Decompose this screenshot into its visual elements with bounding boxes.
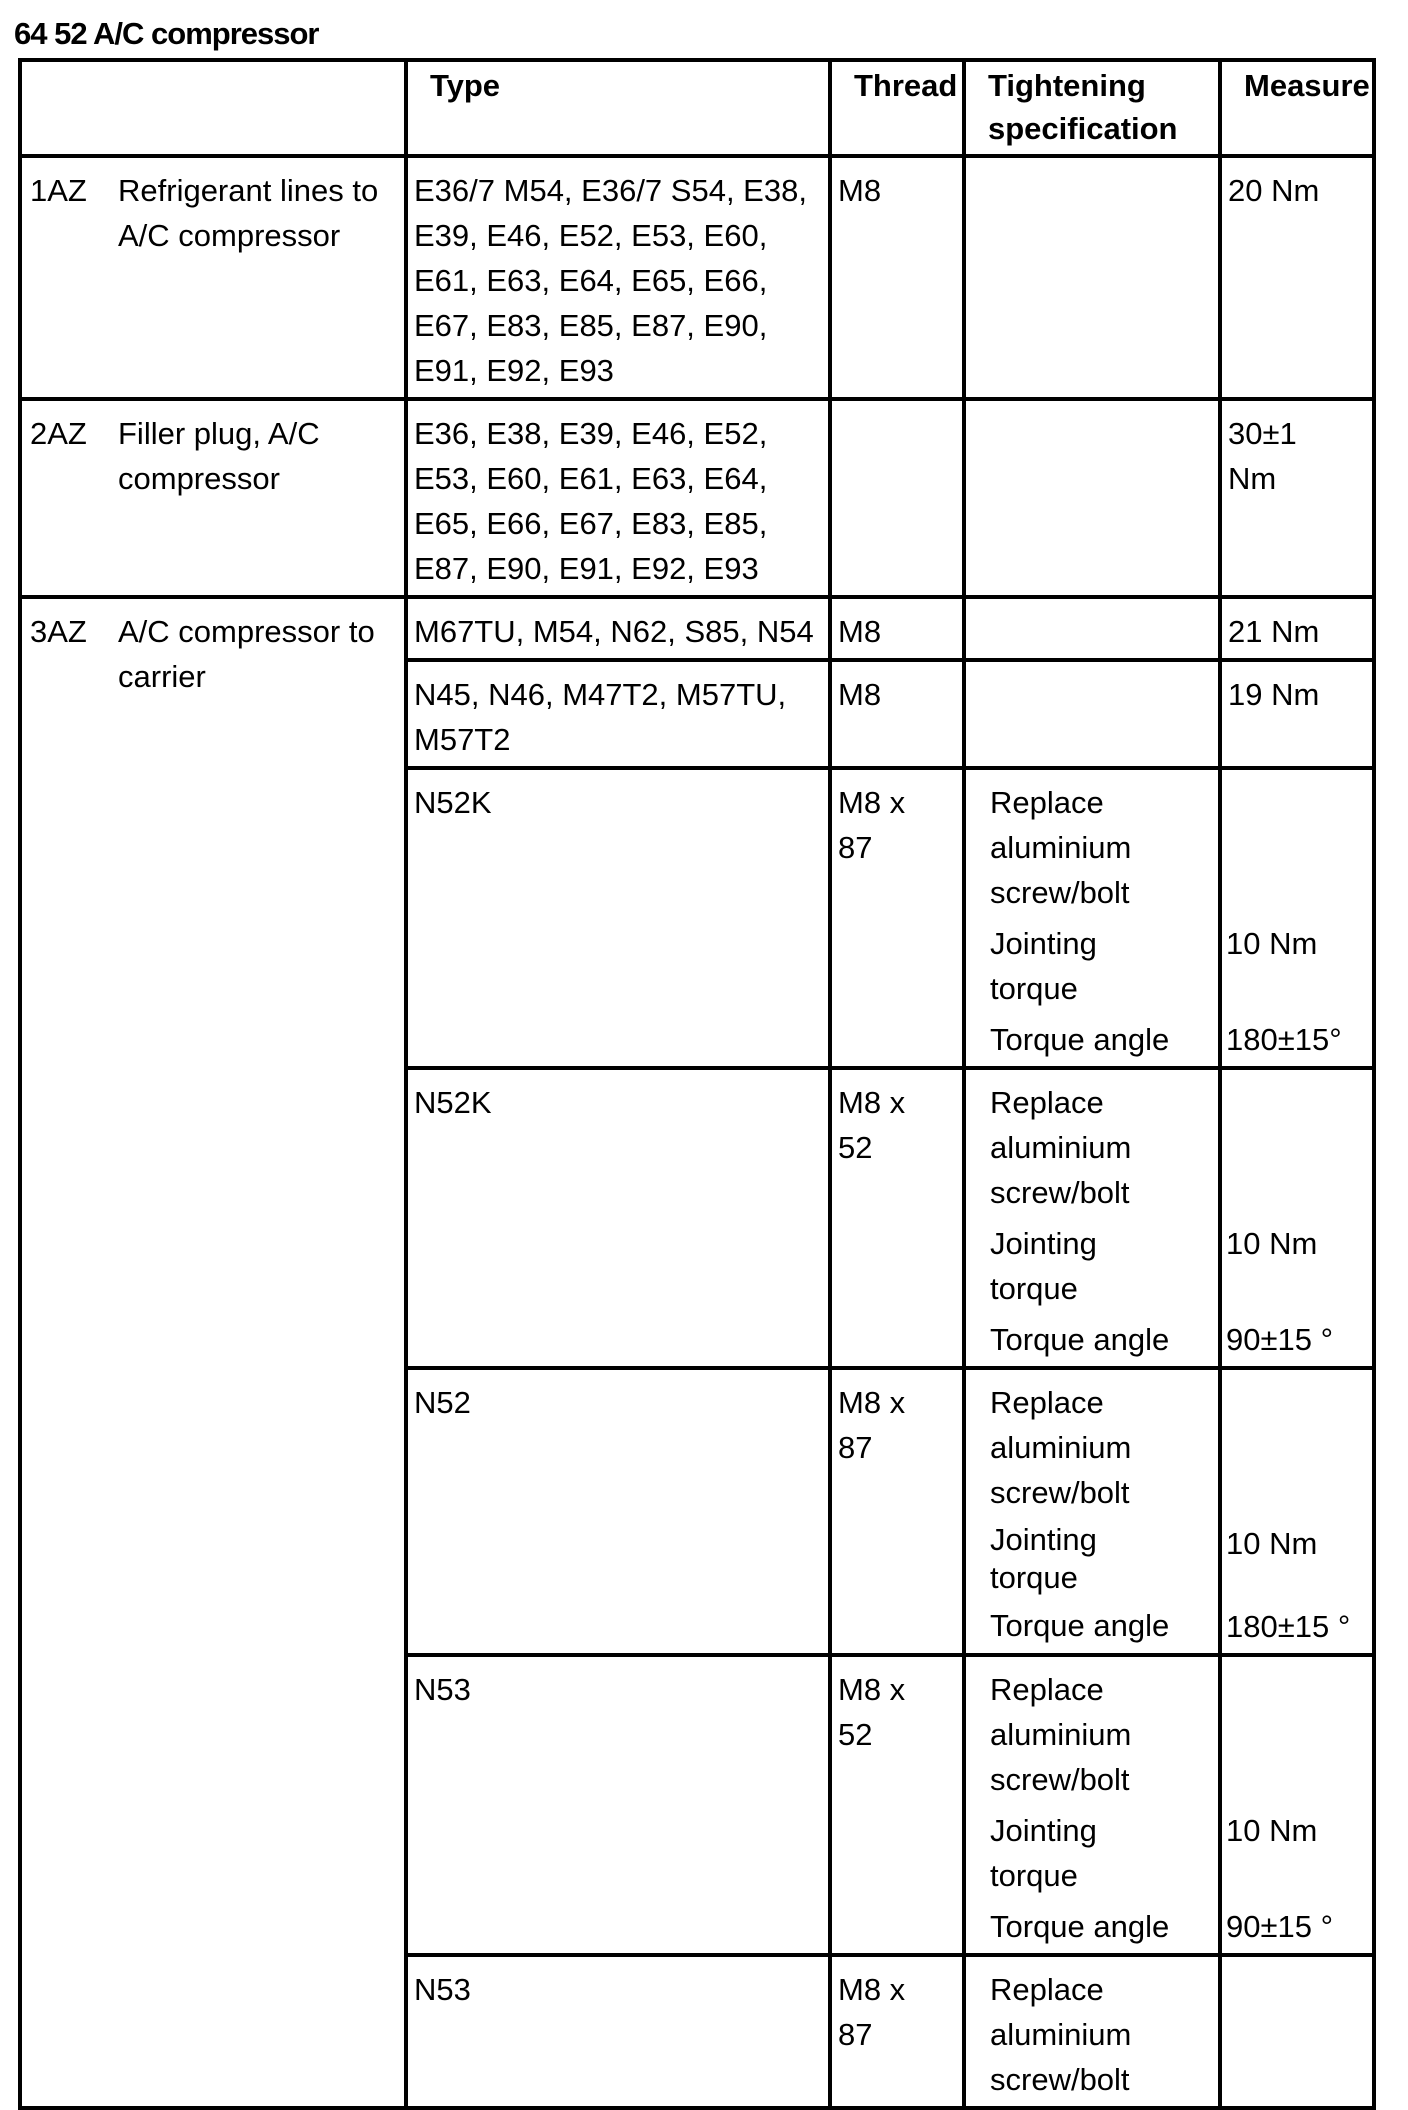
angle-step: Torque angle [990,1322,1170,1357]
measure-cell [1220,1955,1374,2108]
type-cell [406,1068,830,1368]
tightening-cell [964,1068,1220,1368]
page-title: 64 52 A/C compressor [14,16,319,51]
measure-text: 30±1 Nm [1228,416,1297,496]
thread-text: M8 x 87 [838,785,906,865]
jointing-value: 10 Nm [1226,926,1318,961]
header-type: Type [406,60,830,156]
type-text: E36, E38, E39, E46, E52, E53, E60, E61, E63, E64, E65, E66, E67, E83, E85, E87, E90, E91, E92, E93 [414,416,768,586]
measure-text: 21 Nm [1228,614,1320,649]
angle-value: 180±15 ° [1226,1609,1351,1644]
type-cell [406,1368,830,1655]
torque-spec-table [18,58,1376,2110]
item-name: A/C compressor to carrier [118,614,375,694]
type-cell [406,768,830,1068]
thread-text: M8 [838,677,882,712]
type-cell [406,399,830,597]
jointing-value: 10 Nm [1226,1813,1318,1848]
tightening-cell [964,399,1220,597]
item-cell [20,156,406,399]
thread-text: M8 x 52 [838,1085,906,1165]
type-cell [406,1955,830,2108]
item-name: Refrigerant lines to A/C compressor [118,173,379,253]
jointing-step: Jointing torque [990,1813,1097,1893]
header-measure: Measure [1220,60,1374,156]
tightening-cell [964,1955,1220,2108]
angle-value: 180±15° [1226,1022,1342,1057]
thread-cell [830,1955,964,2108]
thread-cell [830,768,964,1068]
replace-step: Replace aluminium screw/bolt [990,1972,1132,2097]
replace-step: Replace aluminium screw/bolt [990,1672,1132,1797]
thread-text: M8 [838,173,882,208]
type-text: N53 [414,1972,471,2007]
thread-cell [830,1068,964,1368]
replace-step: Replace aluminium screw/bolt [990,785,1132,910]
measure-text: 20 Nm [1228,173,1320,208]
type-text: M67TU, M54, N62, S85, N54 [414,614,814,649]
thread-text: M8 [838,614,882,649]
tightening-cell [964,660,1220,768]
thread-cell [830,660,964,768]
measure-cell [1220,660,1374,768]
table-row [20,597,1374,660]
thread-cell [830,597,964,660]
measure-cell [1220,1368,1374,1655]
tightening-cell [964,597,1220,660]
header-thread: Thread [830,60,964,156]
item-name: Filler plug, A/C compressor [118,416,320,496]
measure-cell [1220,768,1374,1068]
header-tightening: Tightening specification [964,60,1220,156]
angle-step: Torque angle [990,1608,1170,1643]
angle-step: Torque angle [990,1909,1170,1944]
thread-cell [830,399,964,597]
item-cell [20,399,406,597]
measure-text: 19 Nm [1228,677,1320,712]
item-code: 1AZ [30,173,87,208]
measure-cell [1220,156,1374,399]
thread-text: M8 x 87 [838,1972,906,2052]
jointing-value: 10 Nm [1226,1526,1318,1561]
tightening-cell [964,1655,1220,1955]
thread-cell [830,156,964,399]
angle-value: 90±15 ° [1226,1909,1333,1944]
measure-cell [1220,399,1374,597]
thread-text: M8 x 52 [838,1672,906,1752]
thread-text: M8 x 87 [838,1385,906,1465]
jointing-step: Jointing torque [990,1522,1097,1595]
type-cell [406,660,830,768]
jointing-value: 10 Nm [1226,1226,1318,1261]
table-row [20,399,1374,597]
table-row [20,156,1374,399]
angle-step: Torque angle [990,1022,1170,1057]
item-cell [20,597,406,2108]
replace-step: Replace aluminium screw/bolt [990,1085,1132,1210]
type-text: N53 [414,1672,471,1707]
type-text: N52K [414,1085,492,1120]
type-text: N45, N46, M47T2, M57TU, M57T2 [414,677,787,757]
type-text: N52K [414,785,492,820]
measure-cell [1220,1068,1374,1368]
measure-cell [1220,1655,1374,1955]
type-cell [406,597,830,660]
type-cell [406,1655,830,1955]
table-header-row [20,60,1374,156]
type-text: E36/7 M54, E36/7 S54, E38, E39, E46, E52, E53, E60, E61, E63, E64, E65, E66, E67, E83, E85, E87, E90, E91, E92, E93 [414,173,807,388]
replace-step: Replace aluminium screw/bolt [990,1385,1132,1510]
angle-value: 90±15 ° [1226,1322,1333,1357]
item-code: 3AZ [30,614,87,649]
header-item [20,60,406,156]
tightening-cell [964,768,1220,1068]
type-cell [406,156,830,399]
measure-cell [1220,597,1374,660]
item-code: 2AZ [30,416,87,451]
jointing-step: Jointing torque [990,1226,1097,1306]
jointing-step: Jointing torque [990,926,1097,1006]
thread-cell [830,1368,964,1655]
type-text: N52 [414,1385,471,1420]
tightening-cell [964,1368,1220,1655]
tightening-cell [964,156,1220,399]
thread-text [832,401,962,415]
thread-cell [830,1655,964,1955]
